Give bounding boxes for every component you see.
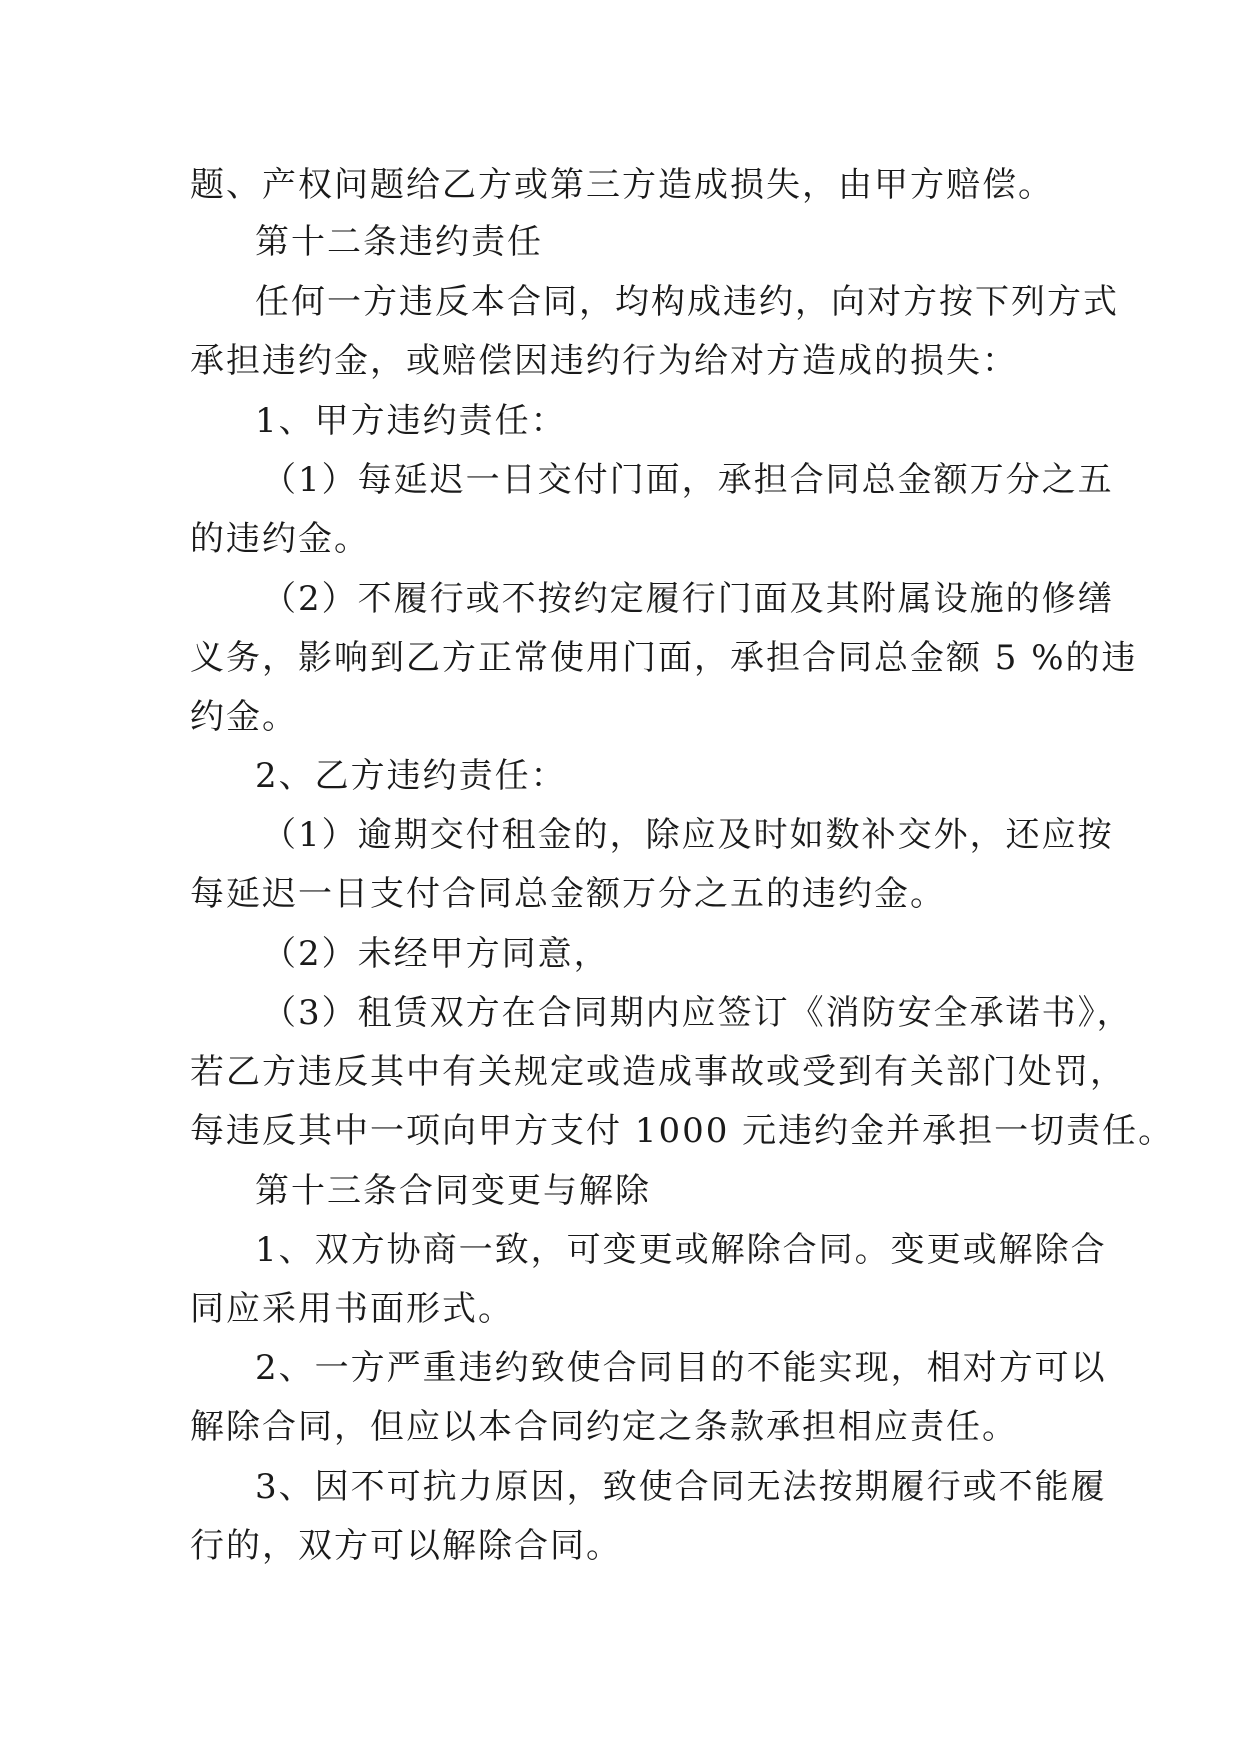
paragraph-line: 义务，影响到乙方正常使用门面，承担合同总金额 5 %的违: [190, 638, 1138, 678]
paragraph-line: （3）租赁双方在合同期内应签订《消防安全承诺书》，: [262, 993, 1133, 1033]
paragraph-line: 承担违约金，或赔偿因违约行为给对方造成的损失：: [190, 341, 1018, 381]
paragraph-line: 每延迟一日支付合同总金额万分之五的违约金。: [190, 874, 946, 914]
paragraph-line: 3、因不可抗力原因，致使合同无法按期履行或不能履: [255, 1467, 1107, 1507]
paragraph-line: 题、产权问题给乙方或第三方造成损失，由甲方赔偿。: [190, 165, 1054, 205]
paragraph-line: 解除合同，但应以本合同约定之条款承担相应责任。: [190, 1407, 1018, 1447]
paragraph-line: （1）逾期交付租金的，除应及时如数补交外，还应按: [262, 815, 1114, 855]
paragraph-line: （1）每延迟一日交付门面，承担合同总金额万分之五: [262, 460, 1114, 500]
paragraph-line: 任何一方违反本合同，均构成违约，向对方按下列方式: [255, 282, 1119, 322]
paragraph-line: 2、乙方违约责任：: [255, 756, 567, 796]
paragraph-line: 的违约金。: [190, 519, 370, 559]
paragraph-line: （2）不履行或不按约定履行门面及其附属设施的修缮: [262, 579, 1114, 619]
paragraph-line: 1、双方协商一致，可变更或解除合同。变更或解除合: [255, 1230, 1107, 1270]
paragraph-line: 若乙方违反其中有关规定或造成事故或受到有关部门处罚，: [190, 1052, 1126, 1092]
paragraph-line: 2、一方严重违约致使合同目的不能实现，相对方可以: [255, 1348, 1107, 1388]
paragraph-line: 1、甲方违约责任：: [255, 401, 567, 441]
paragraph-line: 每违反其中一项向甲方支付 1000 元违约金并承担一切责任。: [190, 1111, 1175, 1151]
paragraph-line: 同应采用书面形式。: [190, 1289, 514, 1329]
paragraph-line: （2）未经甲方同意，: [262, 934, 610, 974]
section-heading: 第十三条合同变更与解除: [255, 1171, 651, 1211]
paragraph-line: 约金。: [190, 697, 298, 737]
paragraph-line: 行的，双方可以解除合同。: [190, 1526, 622, 1566]
section-heading: 第十二条违约责任: [255, 222, 543, 262]
